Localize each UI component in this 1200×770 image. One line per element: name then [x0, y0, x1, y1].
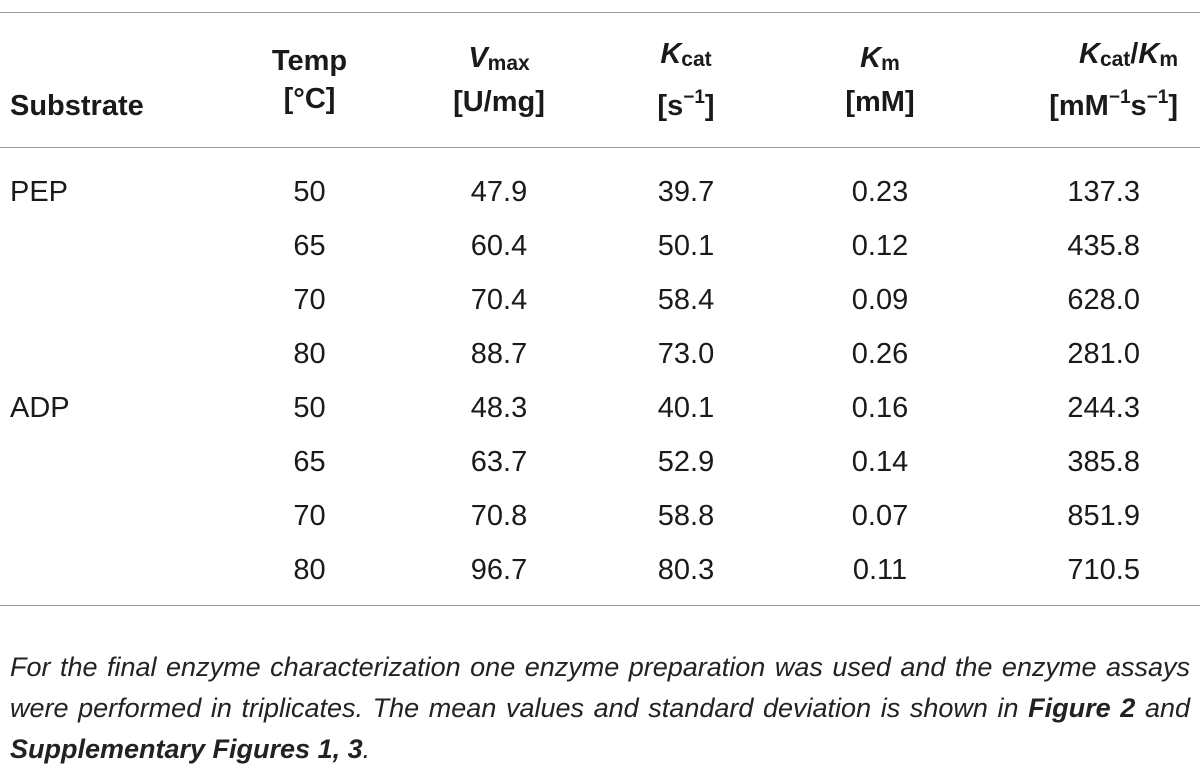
cell-temp: 70 — [293, 499, 326, 532]
header-substrate: Substrate — [10, 90, 144, 122]
header-kcat-km-symbol: Kcat/Km — [1078, 38, 1178, 71]
cell-kcat: 39.7 — [657, 175, 715, 208]
cell-kcat: 40.1 — [657, 391, 715, 424]
header-divider-rule — [0, 147, 1200, 148]
supplementary-figure-reference: Supplementary Figures 1, 3 — [10, 734, 363, 764]
cell-vmax: 70.8 — [470, 499, 528, 532]
cell-substrate — [0, 543, 196, 597]
cell-substrate — [0, 273, 196, 327]
figure-reference: Figure 2 — [1028, 693, 1136, 723]
cell-substrate — [0, 219, 196, 273]
cell-vmax: 60.4 — [470, 229, 528, 262]
table-row — [0, 273, 1200, 327]
cell-temp: 50 — [293, 391, 326, 424]
cell-km: 0.23 — [851, 175, 909, 208]
cell-km: 0.07 — [851, 499, 909, 532]
table-row — [0, 327, 1200, 381]
cell-substrate — [0, 327, 196, 381]
cell-vmax: 47.9 — [470, 175, 528, 208]
cell-substrate: PEP — [10, 175, 69, 208]
cell-kcat: 58.4 — [657, 283, 715, 316]
cell-vmax: 63.7 — [470, 445, 528, 478]
cell-temp: 50 — [293, 175, 326, 208]
cell-km: 0.11 — [852, 553, 908, 586]
cell-km: 0.14 — [851, 445, 909, 478]
header-kcat-km — [963, 13, 1200, 147]
header-temp-name: Temp — [271, 45, 348, 77]
header-km-symbol: Km — [860, 42, 900, 75]
cell-substrate — [0, 435, 196, 489]
table-row — [0, 219, 1200, 273]
table-row — [0, 435, 1200, 489]
cell-vmax: 88.7 — [470, 337, 528, 370]
header-row — [0, 13, 1200, 147]
cell-kcat-km: 628.0 — [1067, 283, 1140, 316]
cell-km: 0.16 — [851, 391, 909, 424]
header-kcat — [575, 13, 797, 147]
cell-temp: 80 — [293, 337, 326, 370]
header-kcat-km-unit: $[mM^{-1}s^{-1}]$ — [1049, 87, 1178, 122]
cell-kcat: 73.0 — [657, 337, 715, 370]
cell-vmax: 48.3 — [470, 391, 528, 424]
table-row — [0, 489, 1200, 543]
cell-kcat-km: 137.3 — [1067, 175, 1140, 208]
table-header — [0, 13, 1200, 147]
kinetics-table — [0, 13, 1200, 597]
header-temp — [196, 13, 423, 147]
table-row — [0, 147, 1200, 219]
cell-kcat-km: 435.8 — [1067, 229, 1140, 262]
cell-substrate — [0, 489, 196, 543]
header-vmax — [423, 13, 575, 147]
cell-temp: 65 — [293, 445, 326, 478]
cell-kcat: 52.9 — [657, 445, 715, 478]
cell-kcat-km: 244.3 — [1067, 391, 1140, 424]
cell-kcat-km: 851.9 — [1067, 499, 1140, 532]
header-vmax-unit: [U/mg] — [453, 86, 545, 118]
header-temp-unit: [°C] — [283, 83, 336, 115]
cell-vmax: 70.4 — [470, 283, 528, 316]
header-kcat-symbol: Kcat — [660, 38, 712, 71]
cell-kcat-km: 281.0 — [1067, 337, 1140, 370]
header-km — [797, 13, 963, 147]
cell-kcat: 50.1 — [657, 229, 715, 262]
cell-km: 0.26 — [851, 337, 909, 370]
table-row — [0, 381, 1200, 435]
cell-km: 0.09 — [851, 283, 909, 316]
cell-km: 0.12 — [851, 229, 909, 262]
cell-kcat-km: 385.8 — [1067, 445, 1140, 478]
table-body — [0, 147, 1200, 597]
cell-substrate: ADP — [10, 391, 70, 424]
cell-temp: 70 — [293, 283, 326, 316]
header-km-unit: [mM] — [845, 86, 915, 118]
cell-temp: 65 — [293, 229, 326, 262]
cell-vmax: 96.7 — [470, 553, 528, 586]
cell-kcat: 58.8 — [657, 499, 715, 532]
header-vmax-symbol: Vmax — [468, 42, 530, 75]
cell-temp: 80 — [293, 553, 326, 586]
header-kcat-unit: $[s^{-1}]$ — [657, 87, 715, 122]
table-bottom-rule — [0, 605, 1200, 606]
cell-kcat-km: 710.5 — [1067, 553, 1140, 586]
cell-kcat: 80.3 — [657, 553, 715, 586]
table-row — [0, 543, 1200, 597]
table-footnote: For the final enzyme characterization one enzyme preparation was used and the enzyme assays were performed in triplicates. The mean values and standard deviation is shown in Figure 2 and Supplementary Figures 1, 3. — [10, 652, 1190, 764]
